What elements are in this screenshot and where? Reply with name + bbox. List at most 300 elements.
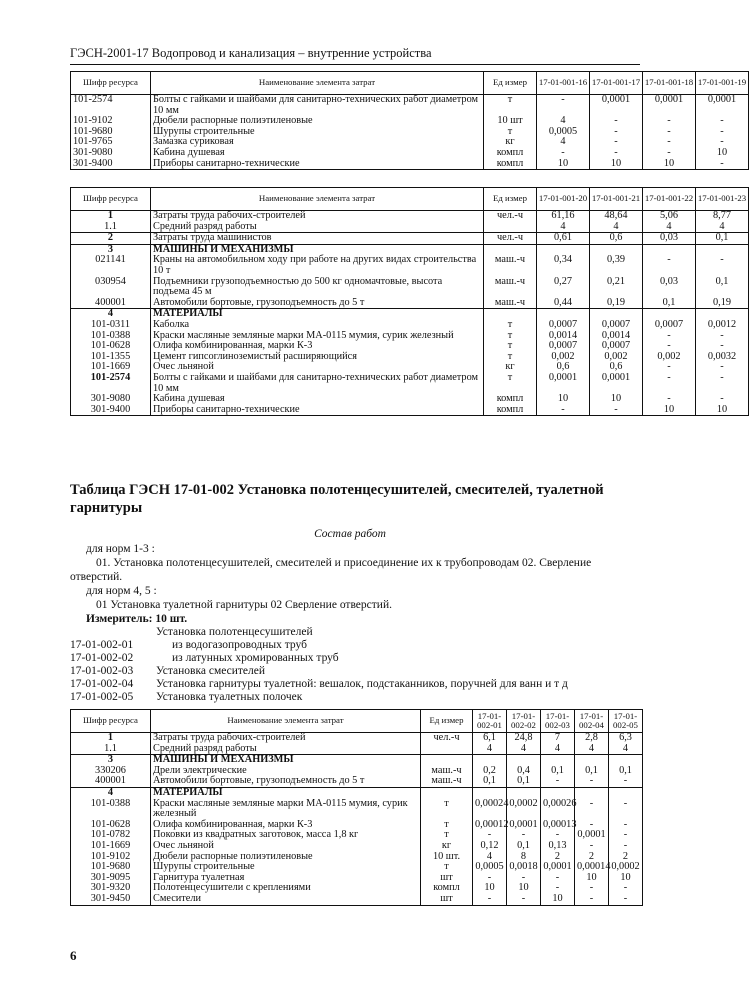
row-code: 030954 — [71, 277, 151, 298]
row-value: - — [696, 394, 749, 405]
row-value: - — [643, 394, 696, 405]
row-code: 021141 — [71, 255, 151, 276]
row-name: Приборы санитарно-технические — [151, 405, 484, 416]
row-value: - — [696, 127, 749, 138]
row-value: 0,6 — [590, 233, 643, 245]
row-value: 10 — [590, 394, 643, 405]
table-row — [71, 787, 643, 798]
row-name: Смесители — [151, 894, 421, 905]
table-row — [71, 159, 749, 170]
table-row — [71, 894, 643, 905]
norm-code: 17-01-002-05 — [70, 691, 134, 703]
row-name: Олифа комбинированная, марки К-3 — [151, 341, 484, 352]
row-unit: шт — [421, 894, 473, 905]
row-value: - — [696, 373, 749, 394]
row-value: - — [609, 830, 643, 841]
row-value: 0,0007 — [590, 320, 643, 331]
row-unit: компл — [421, 883, 473, 894]
row-name: Очес льняной — [151, 841, 421, 852]
row-value: 0,0012 — [696, 320, 749, 331]
row-value: 0,34 — [537, 255, 590, 276]
row-name: Затраты труда машинистов — [151, 233, 484, 245]
row-value: 4 — [473, 852, 507, 863]
row-name: Шурупы строительные — [151, 127, 484, 138]
row-value: 61,16 — [537, 211, 590, 222]
row-value: 0,0001 — [643, 95, 696, 117]
table-row — [71, 255, 749, 276]
row-value: - — [473, 830, 507, 841]
row-code: 301-9320 — [71, 883, 151, 894]
row-name: Цемент гипсоглиноземистый расширяющийся — [151, 352, 484, 363]
row-code: 400001 — [71, 776, 151, 787]
section-heading: МАШИНЫ И МЕХАНИЗМЫ — [151, 244, 484, 255]
row-value: 0,1 — [575, 766, 609, 777]
row-unit: т — [421, 830, 473, 841]
table-row — [71, 799, 643, 820]
norms-4-5-text: 01 Установка туалетной гарнитуры 02 Сверление отверстий. — [96, 599, 392, 611]
row-value: 0,21 — [590, 277, 643, 298]
row-unit: маш.-ч — [484, 277, 537, 298]
row-name: Дюбели распорные полиэтиленовые — [151, 852, 421, 863]
row-unit: т — [421, 862, 473, 873]
row-name: Болты с гайками и шайбами для санитарно-технических работ диаметром 10 мм — [151, 95, 484, 117]
row-value: - — [590, 148, 643, 159]
row-code: 101-2574 — [71, 95, 151, 117]
row-value: 0,1 — [643, 298, 696, 309]
row-value: 0,0007 — [537, 341, 590, 352]
col-header-name: Наименование элемента затрат — [151, 188, 484, 211]
row-value: 4 — [507, 744, 541, 755]
col-header-norm: 17-01-001-16 — [537, 72, 590, 95]
norm-code: 17-01-002-01 — [70, 639, 134, 651]
row-value: 7 — [541, 733, 575, 744]
row-value: 0,0007 — [590, 341, 643, 352]
row-name: Автомобили бортовые, грузоподъемность до 5 т — [151, 298, 484, 309]
row-value: - — [696, 159, 749, 170]
row-unit: чел.-ч — [421, 733, 473, 744]
row-unit: т — [421, 820, 473, 831]
row-code: 101-1669 — [71, 362, 151, 373]
work-composition-heading: Состав работ — [314, 528, 386, 540]
row-code: 101-0628 — [71, 341, 151, 352]
row-code: 301-9095 — [71, 873, 151, 884]
norm-list — [70, 639, 568, 704]
resource-table-1 — [70, 71, 749, 170]
table-header-row — [71, 72, 749, 95]
col-header-name: Наименование элемента затрат — [151, 72, 484, 95]
row-value: 0,00024 — [473, 799, 507, 820]
row-value: 2,8 — [575, 733, 609, 744]
row-value: 0,12 — [473, 841, 507, 852]
row-value: 0,0002 — [609, 862, 643, 873]
section-heading: МАТЕРИАЛЫ — [151, 309, 484, 320]
row-name: Средний разряд работы — [151, 744, 421, 755]
row-unit: т — [484, 127, 537, 138]
row-unit: т — [484, 373, 537, 394]
col-header-unit: Ед измер — [484, 188, 537, 211]
row-value: 4 — [537, 222, 590, 233]
norm-text: Установка смесителей — [156, 665, 266, 677]
list-item — [70, 678, 568, 691]
row-value: - — [609, 894, 643, 905]
row-value: 10 — [696, 148, 749, 159]
table-row — [71, 744, 643, 755]
row-value: - — [537, 405, 590, 416]
row-name: Дрели электрические — [151, 766, 421, 777]
row-value: 10 — [507, 883, 541, 894]
row-code: 4 — [71, 787, 151, 798]
row-value: 4 — [541, 744, 575, 755]
row-value: 0,002 — [590, 352, 643, 363]
row-value: 0,0002 — [507, 799, 541, 820]
running-header: ГЭСН-2001-17 Водопровод и канализация – внутренние устройства — [70, 46, 640, 65]
table-row — [71, 373, 749, 394]
row-value: - — [541, 776, 575, 787]
row-value: 0,0014 — [537, 331, 590, 342]
row-code: 3 — [71, 244, 151, 255]
row-name: Кабина душевая — [151, 148, 484, 159]
row-code: 301-9080 — [71, 394, 151, 405]
row-value: 10 — [473, 883, 507, 894]
table-row — [71, 405, 749, 416]
row-value: 10 — [643, 159, 696, 170]
table-header-row — [71, 710, 643, 733]
row-name: Краски масляные земляные марки МА-0115 мумия, сурик железный — [151, 331, 484, 342]
row-value: - — [643, 373, 696, 394]
row-value: 10 — [609, 873, 643, 884]
row-value: 0,0014 — [590, 331, 643, 342]
table-row — [71, 233, 749, 245]
resource-table-2 — [70, 187, 749, 416]
col-header-unit: Ед измер — [421, 710, 473, 733]
row-value: 0,6 — [537, 362, 590, 373]
row-value: 0,0007 — [537, 320, 590, 331]
row-code: 3 — [71, 755, 151, 766]
norm-text: Установка гарнитуры туалетной: вешалок, подстаканников, поручней для ванн и т д — [156, 678, 568, 690]
row-value: 2 — [609, 852, 643, 863]
table-row — [71, 298, 749, 309]
col-header-norm: 17-01-002-02 — [507, 710, 541, 733]
row-value: 0,0001 — [590, 373, 643, 394]
norms-1-3-text: 01. Установка полотенцесушителей, смесителей и присоединение их к трубопроводам 02. Сверление отверстий. — [70, 557, 592, 583]
row-value: 0,0001 — [541, 862, 575, 873]
row-name: Затраты труда рабочих-строителей — [151, 733, 421, 744]
row-value: 0,0001 — [507, 820, 541, 831]
row-code: 101-0388 — [71, 331, 151, 342]
row-unit: чел.-ч — [484, 211, 537, 222]
row-value: 24,8 — [507, 733, 541, 744]
row-code: 101-0388 — [71, 799, 151, 820]
row-value: 0,39 — [590, 255, 643, 276]
row-unit: 10 шт. — [421, 852, 473, 863]
col-header-norm: 17-01-001-17 — [590, 72, 643, 95]
row-value: - — [590, 405, 643, 416]
row-code: 1 — [71, 733, 151, 744]
row-value: 0,00012 — [473, 820, 507, 831]
row-code: 101-9102 — [71, 116, 151, 127]
list-item — [70, 652, 568, 665]
row-unit — [421, 744, 473, 755]
row-value: - — [575, 799, 609, 820]
row-value: - — [575, 776, 609, 787]
row-value: 0,0001 — [575, 830, 609, 841]
table-header-row — [71, 188, 749, 211]
row-value: 4 — [537, 116, 590, 127]
table-row — [71, 148, 749, 159]
row-value: - — [696, 255, 749, 276]
row-name: Средний разряд работы — [151, 222, 484, 233]
col-header-code: Шифр ресурса — [71, 72, 151, 95]
row-value: - — [609, 776, 643, 787]
row-value: 0,1 — [696, 233, 749, 245]
row-value: 4 — [537, 137, 590, 148]
row-value: 4 — [643, 222, 696, 233]
row-value: 4 — [575, 744, 609, 755]
row-code: 330206 — [71, 766, 151, 777]
table-title: Таблица ГЭСН 17-01-002 Установка полотенцесушителей, смесителей, туалетной гарнитуры — [70, 482, 604, 516]
page-number: 6 — [70, 948, 77, 963]
row-name: Болты с гайками и шайбами для санитарно-технических работ диаметром 10 мм — [151, 373, 484, 394]
row-value: 0,0018 — [507, 862, 541, 873]
row-value: - — [507, 830, 541, 841]
row-value: - — [643, 255, 696, 276]
row-code: 4 — [71, 309, 151, 320]
row-value: 6,1 — [473, 733, 507, 744]
norm-code: 17-01-002-03 — [70, 665, 134, 677]
row-name: Кабина душевая — [151, 394, 484, 405]
row-value: - — [643, 137, 696, 148]
col-header-norm: 17-01-001-20 — [537, 188, 590, 211]
col-header-code: Шифр ресурса — [71, 188, 151, 211]
row-value: - — [541, 830, 575, 841]
row-value: 0,03 — [643, 233, 696, 245]
row-value: - — [575, 820, 609, 831]
row-value: 0,0005 — [537, 127, 590, 138]
row-value: - — [643, 341, 696, 352]
row-code: 101-9102 — [71, 852, 151, 863]
row-code: 101-1669 — [71, 841, 151, 852]
table-row — [71, 211, 749, 222]
row-value: - — [575, 894, 609, 905]
row-name: Автомобили бортовые, грузоподъемность до 5 т — [151, 776, 421, 787]
row-value: 10 — [575, 873, 609, 884]
row-value: 8 — [507, 852, 541, 863]
row-code: 301-9080 — [71, 148, 151, 159]
row-value: - — [609, 820, 643, 831]
row-unit: т — [484, 331, 537, 342]
table-row — [71, 320, 749, 331]
row-unit: т — [484, 95, 537, 117]
row-code: 400001 — [71, 298, 151, 309]
row-unit: чел.-ч — [484, 233, 537, 245]
row-unit: т — [484, 320, 537, 331]
norm-code: 17-01-002-04 — [70, 678, 134, 690]
meter-line — [86, 612, 187, 626]
row-name: Полотенцесушители с креплениями — [151, 883, 421, 894]
col-header-norm: 17-01-001-23 — [696, 188, 749, 211]
section-heading: МАТЕРИАЛЫ — [151, 787, 421, 798]
row-value: 0,002 — [537, 352, 590, 363]
col-header-norm: 17-01-001-21 — [590, 188, 643, 211]
norms-1-3-label: для норм 1-3 : — [86, 543, 155, 555]
row-value: - — [473, 894, 507, 905]
col-header-norm: 17-01-002-03 — [541, 710, 575, 733]
row-value: 0,1 — [696, 277, 749, 298]
col-header-norm: 17-01-002-04 — [575, 710, 609, 733]
row-value: 0,1 — [507, 776, 541, 787]
row-code: 2 — [71, 233, 151, 245]
row-name: Затраты труда рабочих-строителей — [151, 211, 484, 222]
row-value: - — [575, 841, 609, 852]
row-name: Олифа комбинированная, марки К-3 — [151, 820, 421, 831]
row-value: - — [537, 95, 590, 117]
row-unit: шт — [421, 873, 473, 884]
row-value: 0,1 — [609, 766, 643, 777]
row-unit: маш.-ч — [484, 255, 537, 276]
norm-text: Установка туалетных полочек — [156, 691, 303, 703]
row-name: Подъемники грузоподъемностью до 500 кг одномачтовые, высота подъема 45 м — [151, 277, 484, 298]
row-code: 1.1 — [71, 744, 151, 755]
row-code: 101-0782 — [71, 830, 151, 841]
row-name: Краски масляные земляные марки МА-0115 мумия, сурик железный — [151, 799, 421, 820]
row-value: - — [643, 127, 696, 138]
row-code: 301-9400 — [71, 159, 151, 170]
row-value: 4 — [696, 222, 749, 233]
row-value: 5,06 — [643, 211, 696, 222]
row-value: 0,0001 — [696, 95, 749, 117]
meter-label: Измеритель: — [86, 613, 153, 625]
table-row — [71, 733, 643, 744]
row-code: 101-9765 — [71, 137, 151, 148]
row-value: 0,0001 — [590, 95, 643, 117]
row-unit: т — [421, 799, 473, 820]
row-value: 0,13 — [541, 841, 575, 852]
section-heading: МАШИНЫ И МЕХАНИЗМЫ — [151, 755, 421, 766]
row-name: Гарнитура туалетная — [151, 873, 421, 884]
row-value: 0,00026 — [541, 799, 575, 820]
row-value: - — [575, 883, 609, 894]
norm-text: из водогазопроводных труб — [172, 639, 307, 651]
norm-code: 17-01-002-02 — [70, 652, 134, 664]
row-name: Очес льняной — [151, 362, 484, 373]
row-value: - — [643, 148, 696, 159]
row-value: - — [609, 799, 643, 820]
row-unit: кг — [484, 362, 537, 373]
table-row — [71, 277, 749, 298]
row-unit: т — [484, 341, 537, 352]
row-code: 101-9680 — [71, 862, 151, 873]
row-code: 101-9680 — [71, 127, 151, 138]
resource-table-3 — [70, 709, 643, 906]
row-value: 0,0001 — [537, 373, 590, 394]
row-code: 1 — [71, 211, 151, 222]
col-header-norm: 17-01-002-01 — [473, 710, 507, 733]
norms-4-5-label: для норм 4, 5 : — [86, 585, 157, 597]
row-value: - — [541, 873, 575, 884]
row-value: - — [590, 116, 643, 127]
row-value: 0,1 — [541, 766, 575, 777]
row-value: - — [643, 362, 696, 373]
row-code: 301-9450 — [71, 894, 151, 905]
row-value: 0,1 — [507, 841, 541, 852]
row-value: 10 — [537, 159, 590, 170]
row-unit: маш.-ч — [421, 766, 473, 777]
row-unit: кг — [421, 841, 473, 852]
row-value: 6,3 — [609, 733, 643, 744]
row-value: 2 — [541, 852, 575, 863]
row-unit: компл — [484, 159, 537, 170]
row-value: - — [507, 894, 541, 905]
row-value: - — [696, 116, 749, 127]
row-code: 101-1355 — [71, 352, 151, 363]
list-item — [70, 665, 568, 678]
col-header-code: Шифр ресурса — [71, 710, 151, 733]
row-value: - — [590, 137, 643, 148]
row-unit: компл — [484, 405, 537, 416]
col-header-norm: 17-01-001-18 — [643, 72, 696, 95]
row-value: 0,00013 — [541, 820, 575, 831]
row-value: 10 — [590, 159, 643, 170]
row-value: 10 — [696, 405, 749, 416]
row-value: 4 — [590, 222, 643, 233]
col-header-norm: 17-01-001-22 — [643, 188, 696, 211]
row-code: 101-0628 — [71, 820, 151, 831]
row-unit — [484, 222, 537, 233]
row-value: - — [537, 148, 590, 159]
row-unit: 10 шт — [484, 116, 537, 127]
row-value: 10 — [643, 405, 696, 416]
row-value: - — [696, 362, 749, 373]
row-name: Замазка суриковая — [151, 137, 484, 148]
row-value: - — [541, 883, 575, 894]
row-value: 8,77 — [696, 211, 749, 222]
row-value: - — [473, 873, 507, 884]
row-value: 0,00014 — [575, 862, 609, 873]
table-row — [71, 841, 643, 852]
meter-value: 10 шт. — [155, 613, 188, 625]
row-name: Поковки из квадратных заготовок, масса 1,8 кг — [151, 830, 421, 841]
row-value: 0,19 — [696, 298, 749, 309]
row-unit: т — [484, 352, 537, 363]
row-value: 0,44 — [537, 298, 590, 309]
row-unit: маш.-ч — [484, 298, 537, 309]
row-value: - — [643, 331, 696, 342]
table-row — [71, 222, 749, 233]
row-unit: кг — [484, 137, 537, 148]
row-value: 10 — [541, 894, 575, 905]
row-code: 101-0311 — [71, 320, 151, 331]
row-value: 0,19 — [590, 298, 643, 309]
col-header-name: Наименование элемента затрат — [151, 710, 421, 733]
row-value: 0,03 — [643, 277, 696, 298]
norm-text: из латунных хромированных труб — [172, 652, 339, 664]
row-value: 10 — [537, 394, 590, 405]
row-value: - — [643, 116, 696, 127]
row-value: - — [507, 873, 541, 884]
row-value: 0,61 — [537, 233, 590, 245]
row-value: 2 — [575, 852, 609, 863]
row-value: 0,0005 — [473, 862, 507, 873]
col-header-norm: 17-01-002-05 — [609, 710, 643, 733]
row-unit: компл — [484, 148, 537, 159]
row-value: 4 — [609, 744, 643, 755]
row-value: - — [696, 341, 749, 352]
group-title: Установка полотенцесушителей — [156, 626, 313, 638]
row-value: - — [696, 137, 749, 148]
row-unit: маш.-ч — [421, 776, 473, 787]
table-row — [71, 776, 643, 787]
list-item — [70, 639, 568, 652]
